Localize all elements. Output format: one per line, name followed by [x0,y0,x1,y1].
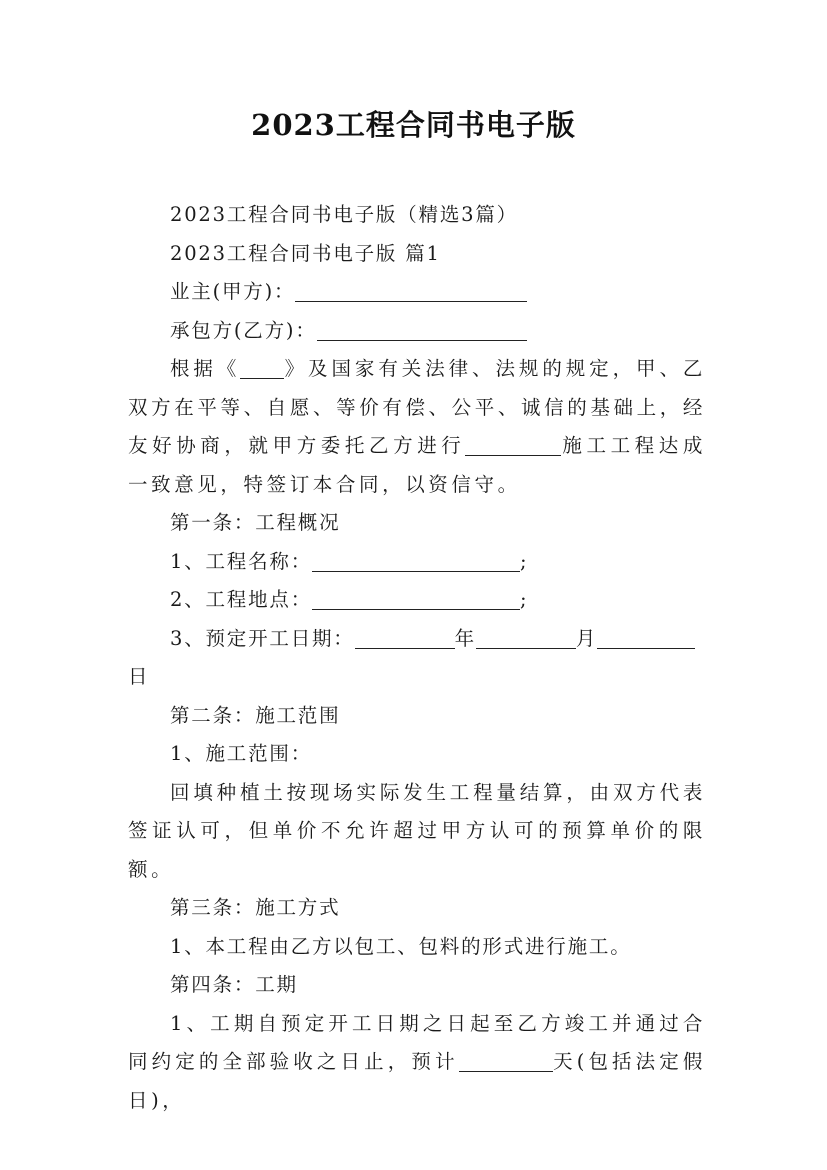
subtitle: 2023工程合同书电子版（精选3篇） [170,203,518,226]
item-scope: 1、施工范围： [170,742,313,765]
days-blank[interactable] [459,1045,553,1072]
year-label: 年 [454,626,476,650]
party-a-line [128,273,706,312]
item-project-location [128,581,706,620]
semicolon-2: ; [520,588,529,611]
year-blank[interactable] [355,622,455,649]
item-start-date [128,620,706,659]
period-text-1: 1、工期自预定开工日期之日起至乙方竣工并通过合同约定的全部验收之日止，预计 [128,1011,706,1073]
part-heading: 2023工程合同书电子版 篇1 [170,241,441,265]
day-blank[interactable] [597,622,695,649]
intro-text-3: 施工工程达成一致意见，特签订本合同，以资信守。 [128,434,706,496]
month-blank[interactable] [476,622,576,649]
document-title: 2023工程合同书电子版 [251,108,576,142]
period-paragraph [128,1005,706,1121]
project-location-blank[interactable] [312,583,520,610]
intro-paragraph [128,350,706,504]
article3-heading: 第三条：施工方式 [170,896,341,919]
project-name-blank[interactable] [465,429,561,456]
day-label: 日 [128,665,150,688]
item-method: 1、本工程由乙方以包工、包料的形式进行施工。 [170,934,632,958]
party-a-blank[interactable] [295,275,527,302]
party-b-line [128,312,706,351]
article4-heading: 第四条：工期 [170,973,298,996]
party-b-blank[interactable] [317,314,527,341]
party-a-label: 业主(甲方)： [170,280,296,303]
article1-heading: 第一条：工程概况 [170,511,341,534]
document-body [128,196,706,1120]
party-b-label: 承包方(乙方)： [170,318,317,342]
item-project-name-label: 1、工程名称： [170,549,313,573]
intro-text-2: 》及国家有关法律、法规的规定，甲、乙双方在平等、自愿、等价有偿、公平、诚信的基础上，经友好协商，就甲方委托乙方进行 [128,357,706,457]
article2-heading: 第二条：施工范围 [170,703,341,727]
item-project-name [128,543,706,582]
semicolon-1: ; [520,549,529,573]
scope-paragraph: 回填种植土按现场实际发生工程量结算，由双方代表签证认可，但单价不允许超过甲方认可的预算单价的限额。 [128,780,706,881]
item-start-date-label: 3、预定开工日期： [170,626,355,650]
law-name-blank[interactable] [240,352,284,379]
intro-text-1: 根据《 [170,357,241,380]
month-label: 月 [575,626,598,650]
project-title-blank[interactable] [312,545,520,572]
item-project-location-label: 2、工程地点： [170,588,313,611]
period-text-2: 天(包括法定假日)， [128,1050,706,1112]
